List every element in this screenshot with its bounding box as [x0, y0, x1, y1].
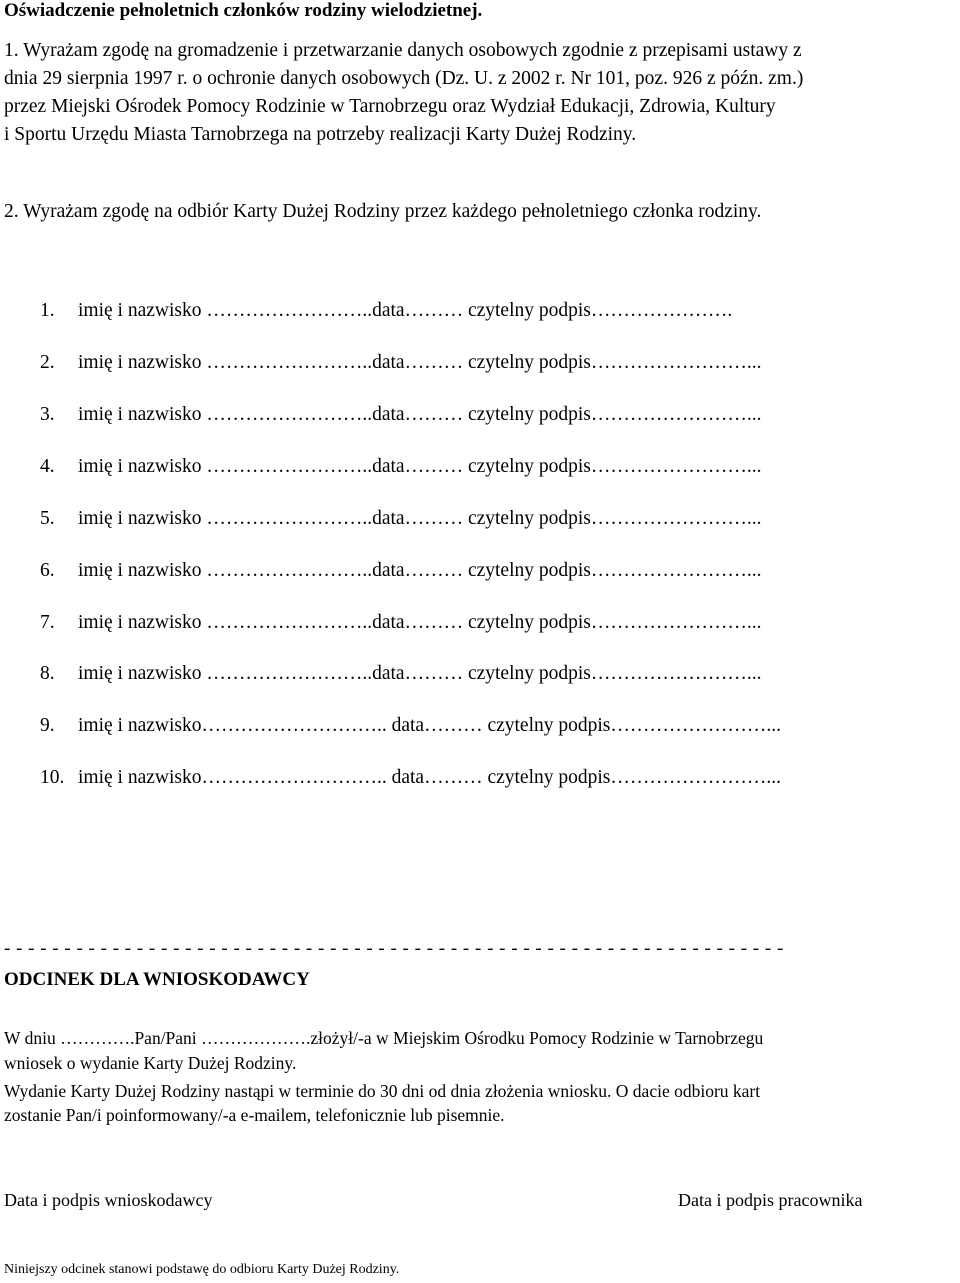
paragraph-line: przez Miejski Ośrodek Pomocy Rodzinie w Tarnobrzegu oraz Wydział Edukacji, Zdrowia, Kultury [4, 96, 776, 117]
row-fields: imię i nazwisko ……………………..data……… czytelny podpis……………………... [78, 404, 762, 425]
row-number: 8. [40, 663, 55, 684]
row-number: 6. [40, 560, 55, 581]
row-fields: imię i nazwisko ……………………..data……… czytelny podpis……………………... [78, 663, 762, 684]
consent-paragraph-2: 2. Wyrażam zgodę na odbiór Karty Dużej Rodziny przez każdego pełnoletniego członka rodziny. [4, 201, 762, 222]
signature-row[interactable] [40, 560, 762, 582]
stub-line: W dniu ………….Pan/Pani ……………….złożył/-a w Miejskim Ośrodku Pomocy Rodzinie w Tarnobrzegu [4, 1028, 764, 1048]
stub-line: zostanie Pan/i poinformowany/-a e-mailem, telefonicznie lub pisemnie. [4, 1105, 505, 1125]
signature-row[interactable] [40, 715, 781, 737]
row-number: 3. [40, 404, 55, 425]
employee-signature-label: Data i podpis pracownika [678, 1190, 863, 1210]
stub-title: ODCINEK DLA WNIOSKODAWCY [4, 969, 310, 990]
paragraph-line: dnia 29 sierpnia 1997 r. o ochronie danych osobowych (Dz. U. z 2002 r. Nr 101, poz. 926 z późn. zm.) [4, 68, 804, 89]
signature-row[interactable] [40, 456, 762, 478]
stub-line: Wydanie Karty Dużej Rodziny nastąpi w terminie do 30 dni od dnia złożenia wniosku. O dacie odbioru kart [4, 1081, 761, 1101]
signature-row[interactable] [40, 508, 762, 530]
row-fields: imię i nazwisko ……………………..data……… czytelny podpis…………………. [78, 300, 733, 321]
stub-line: wniosek o wydanie Karty Dużej Rodziny. [4, 1053, 297, 1073]
applicant-signature-label: Data i podpis wnioskodawcy [4, 1190, 213, 1210]
row-fields: imię i nazwisko ……………………..data……… czytelny podpis……………………... [78, 508, 762, 529]
row-fields: imię i nazwisko ……………………..data……… czytelny podpis……………………... [78, 612, 762, 633]
row-fields: imię i nazwisko ……………………..data……… czytelny podpis……………………... [78, 352, 762, 373]
signature-row[interactable] [40, 300, 732, 322]
row-number: 7. [40, 612, 55, 633]
row-number: 5. [40, 508, 55, 529]
row-number: 9. [40, 715, 55, 736]
row-number: 1. [40, 300, 55, 321]
document-title: Oświadczenie pełnoletnich członków rodziny wielodzietnej. [4, 0, 483, 21]
signature-row[interactable] [40, 404, 762, 426]
consent-paragraph-1 [4, 37, 803, 149]
cut-line: - - - - - - - - - - - - - - - - - - - - - - - - - - - - - - - - - - - - - - - - - - - - - - - - - - - - - - - - - - - - - - - - - [4, 938, 784, 959]
paragraph-line: 1. Wyrażam zgodę na gromadzenie i przetwarzanie danych osobowych zgodnie z przepisami ustawy z [4, 40, 802, 61]
stub-note: Niniejszy odcinek stanowi podstawę do odbioru Karty Dużej Rodziny. [4, 1262, 400, 1277]
paragraph-line: i Sportu Urzędu Miasta Tarnobrzega na potrzeby realizacji Karty Dużej Rodziny. [4, 124, 637, 145]
signature-row[interactable] [40, 663, 762, 685]
row-fields: imię i nazwisko ……………………..data……… czytelny podpis……………………... [78, 560, 762, 581]
signature-row[interactable] [40, 767, 781, 789]
signature-row[interactable] [40, 352, 762, 374]
row-number: 10. [40, 767, 65, 788]
row-number: 4. [40, 456, 55, 477]
row-fields: imię i nazwisko ……………………..data……… czytelny podpis……………………... [78, 456, 762, 477]
row-number: 2. [40, 352, 55, 373]
signature-row[interactable] [40, 612, 762, 634]
row-fields: imię i nazwisko……………………….. data……… czytelny podpis……………………... [78, 715, 782, 736]
row-fields: imię i nazwisko……………………….. data……… czytelny podpis……………………... [78, 767, 782, 788]
